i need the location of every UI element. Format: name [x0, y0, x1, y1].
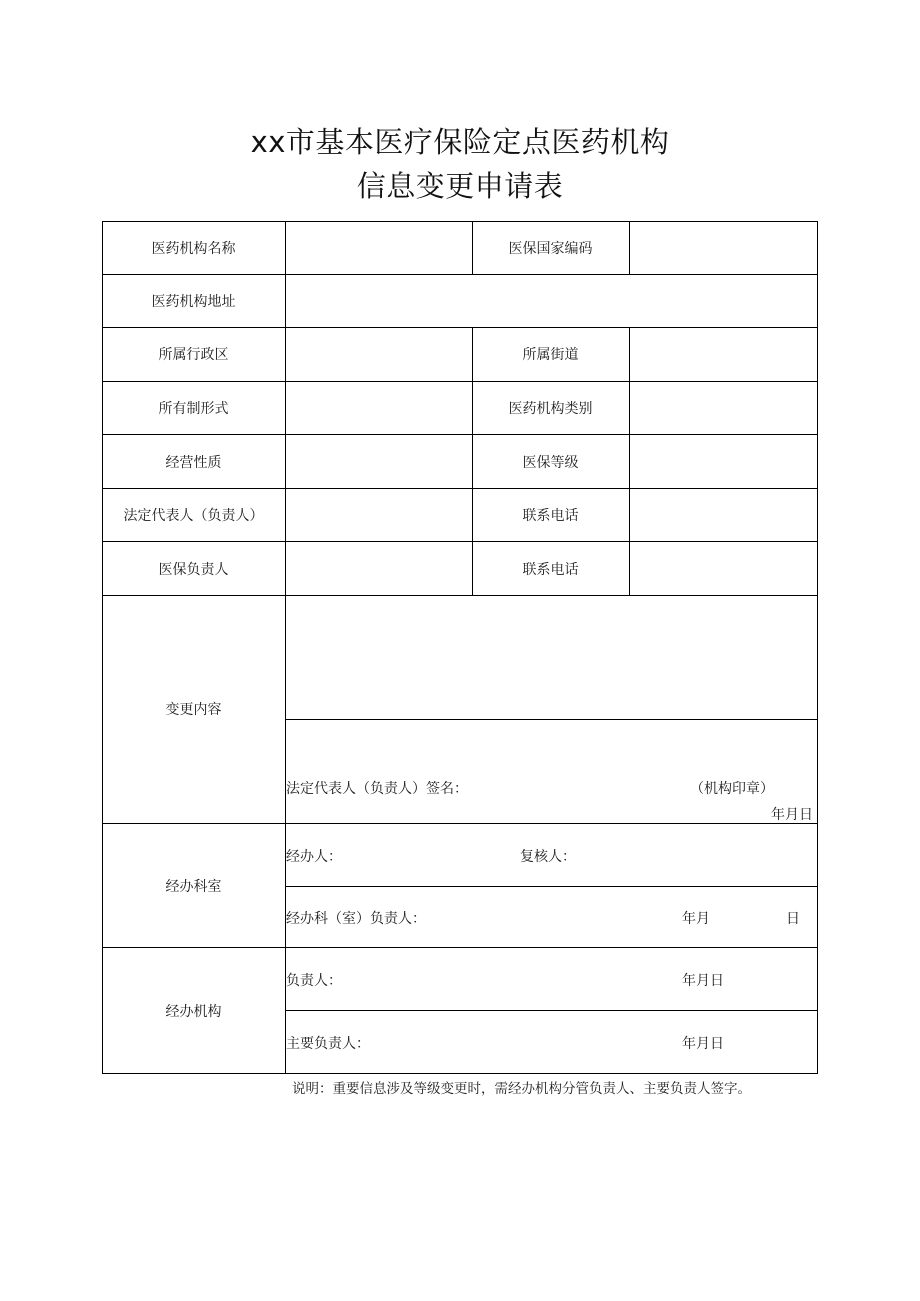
- office-label: 经办科室: [165, 878, 222, 895]
- change-date: 年月日: [771, 807, 813, 823]
- ownership-field[interactable]: [286, 382, 472, 434]
- main-head-label: 主要负责人：: [286, 1036, 370, 1052]
- phone-label: 联系电话: [522, 508, 579, 524]
- category-field[interactable]: [630, 382, 817, 434]
- form-title-line2: 信息变更申请表: [356, 169, 564, 203]
- signature-label: 法定代表人（负责人）签名：: [286, 781, 468, 797]
- institution-name-label: 医药机构名称: [151, 241, 236, 257]
- insurance-level-field[interactable]: [630, 435, 817, 488]
- insurance-level-label: 医保等级: [522, 454, 579, 471]
- office-date-year-month: 年月: [682, 911, 710, 927]
- table-border-right: [817, 221, 818, 1074]
- address-field[interactable]: [286, 275, 817, 327]
- row-divider: [285, 719, 818, 720]
- district-label: 所属行政区: [158, 347, 229, 363]
- phone-field[interactable]: [630, 542, 817, 595]
- agency-label: 经办机构: [165, 1003, 222, 1020]
- legal-rep-label: 法定代表人（负责人）: [123, 508, 264, 524]
- address-label: 医药机构地址: [151, 294, 236, 310]
- phone-field[interactable]: [630, 489, 817, 541]
- business-nature-field[interactable]: [286, 435, 472, 488]
- change-content-field[interactable]: [286, 596, 817, 719]
- category-label: 医药机构类别: [508, 401, 593, 417]
- agency-head-date: 年月日: [682, 973, 724, 989]
- national-code-field[interactable]: [630, 222, 817, 274]
- change-content-label: 变更内容: [165, 702, 222, 718]
- insurance-head-label: 医保负责人: [158, 561, 229, 578]
- office-date-day: 日: [786, 911, 800, 927]
- reviewer-label: 复核人：: [520, 849, 576, 865]
- business-nature-label: 经营性质: [165, 454, 222, 471]
- main-head-date: 年月日: [682, 1036, 724, 1052]
- agency-head-label: 负责人：: [286, 973, 342, 989]
- insurance-head-field[interactable]: [286, 542, 472, 595]
- office-head-label: 经办科（室）负责人：: [286, 911, 426, 927]
- row-divider: [285, 1010, 818, 1011]
- seal-label: （机构印章）: [690, 781, 774, 797]
- district-field[interactable]: [286, 328, 472, 381]
- ownership-label: 所有制形式: [158, 401, 229, 417]
- phone-label: 联系电话: [522, 561, 579, 578]
- national-code-label: 医保国家编码: [508, 241, 593, 257]
- handler-label: 经办人：: [286, 849, 342, 865]
- street-label: 所属街道: [522, 347, 579, 363]
- footnote: 说明：重要信息涉及等级变更时，需经办机构分管负责人、主要负责人签字。: [292, 1081, 751, 1097]
- row-divider: [285, 886, 818, 887]
- street-field[interactable]: [630, 328, 817, 381]
- form-title-line1: xx市基本医疗保险定点医药机构: [250, 125, 670, 159]
- institution-name-field[interactable]: [286, 222, 472, 274]
- legal-rep-field[interactable]: [286, 489, 472, 541]
